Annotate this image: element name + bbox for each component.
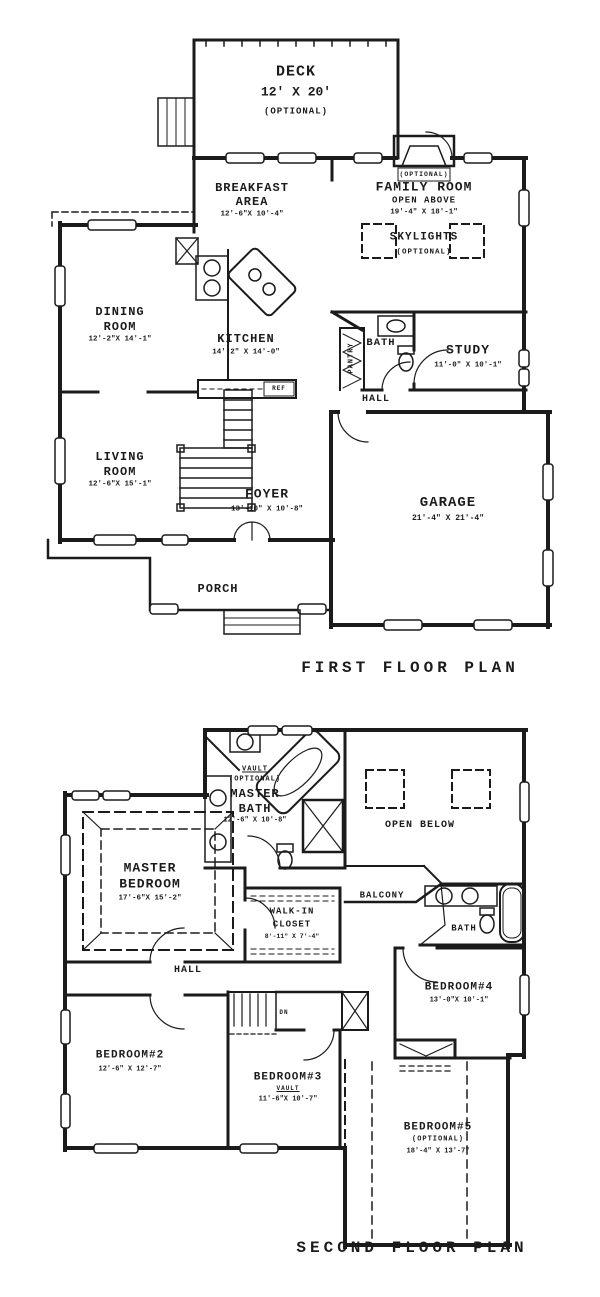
first-floor-caption: FIRST FLOOR PLAN	[301, 659, 519, 677]
master-bath-optional-note: (OPTIONAL)	[228, 775, 282, 784]
garage-label: GARAGE	[419, 495, 477, 511]
ff-bath-label: BATH	[366, 336, 396, 349]
pantry-label: PANTRY	[347, 342, 356, 374]
living-label-line2: ROOM	[103, 465, 137, 479]
master-bedroom-label-line2: BEDROOM	[119, 876, 181, 892]
family-room-label: FAMILY ROOM	[375, 179, 473, 195]
skylights-optional-note: (OPTIONAL)	[396, 248, 452, 257]
living-dims: 12'-6"X 15'-1"	[88, 480, 152, 489]
master-bedroom-label-line1: MASTER	[123, 860, 177, 876]
sf-bath-label: BATH	[451, 923, 477, 934]
ff-porch	[48, 540, 331, 634]
breakfast-label-line1: BREAKFAST	[215, 181, 289, 195]
sf-open-below-skylights	[366, 770, 490, 808]
foyer-dims: 13'-10" X 10'-8"	[230, 505, 304, 514]
dining-dims: 12'-2"X 14'-1"	[88, 335, 152, 344]
bedroom4-label: BEDROOM#4	[424, 981, 494, 994]
master-bath-dims: 12'-6" X 10'-8"	[223, 816, 287, 825]
ff-kitchen-fixtures	[176, 238, 297, 398]
garage-dims: 21'-4" X 21'-4"	[411, 514, 485, 523]
sf-hall-label: HALL	[173, 965, 203, 976]
sf-linen-closet	[342, 992, 368, 1030]
balcony-label: BALCONY	[359, 890, 405, 901]
family-room-dims: 19'-4" X 18'-1"	[390, 208, 458, 217]
bedroom5-dims: 18'-4" X 13'-7"	[406, 1147, 470, 1156]
dining-label-line1: DINING	[95, 305, 145, 319]
bedroom5-optional-note: (OPTIONAL)	[411, 1135, 465, 1144]
family-room-open-above: OPEN ABOVE	[391, 195, 457, 206]
deck-dims: 12' X 20'	[260, 84, 332, 100]
kitchen-dims: 14'-2" X 14'-0"	[212, 348, 280, 357]
walk-in-closet-label-line2: CLOSET	[272, 919, 312, 930]
bedroom2-label: BEDROOM#2	[95, 1049, 165, 1062]
stairs-dn-label: DN	[279, 1009, 289, 1016]
kitchen-label: KITCHEN	[217, 332, 275, 346]
walk-in-closet-label-line1: WALK-IN	[269, 906, 315, 917]
fireplace-optional-note: (OPTIONAL)	[399, 170, 449, 178]
second-floor-caption: SECOND FLOOR PLAN	[296, 1239, 528, 1257]
porch-label: PORCH	[197, 582, 239, 596]
deck-label: DECK	[275, 63, 317, 81]
ref-label: REF	[272, 385, 286, 392]
ff-stairs	[177, 390, 255, 511]
bedroom3-dims: 11'-6"X 10'-7"	[258, 1095, 318, 1104]
master-bath-label-line1: MASTER	[230, 787, 280, 801]
living-label-line1: LIVING	[95, 450, 145, 464]
bedroom3-vault-note: VAULT	[276, 1085, 300, 1092]
breakfast-label-line2: AREA	[235, 195, 269, 209]
bedroom3-label: BEDROOM#3	[253, 1071, 323, 1084]
master-bedroom-dims: 17'-6"X 15'-2"	[118, 894, 182, 903]
ff-hall-label: HALL	[361, 394, 391, 405]
breakfast-dims: 12'-6"X 10'-4"	[220, 210, 284, 219]
study-label: STUDY	[445, 342, 491, 358]
sf-stairs	[228, 992, 276, 1034]
study-dims: 11'-0" X 10'-1"	[434, 361, 502, 370]
bedroom4-dims: 13'-0"X 10'-1"	[429, 996, 489, 1005]
bedroom2-dims: 12'-6" X 12'-7"	[98, 1065, 162, 1074]
walk-in-closet-dims: 8'-11" X 7'-4"	[264, 932, 320, 940]
open-below-label: OPEN BELOW	[384, 820, 456, 831]
bedroom5-label: BEDROOM#5	[403, 1121, 473, 1134]
foyer-label: FOYER	[244, 486, 290, 502]
skylights-label: SKYLIGHTS	[389, 231, 459, 244]
deck-optional-note: (OPTIONAL)	[263, 106, 329, 117]
master-bath-label-line2: BATH	[238, 802, 272, 816]
master-bath-vault-note: VAULT	[241, 765, 269, 774]
dining-label-line2: ROOM	[103, 320, 137, 334]
